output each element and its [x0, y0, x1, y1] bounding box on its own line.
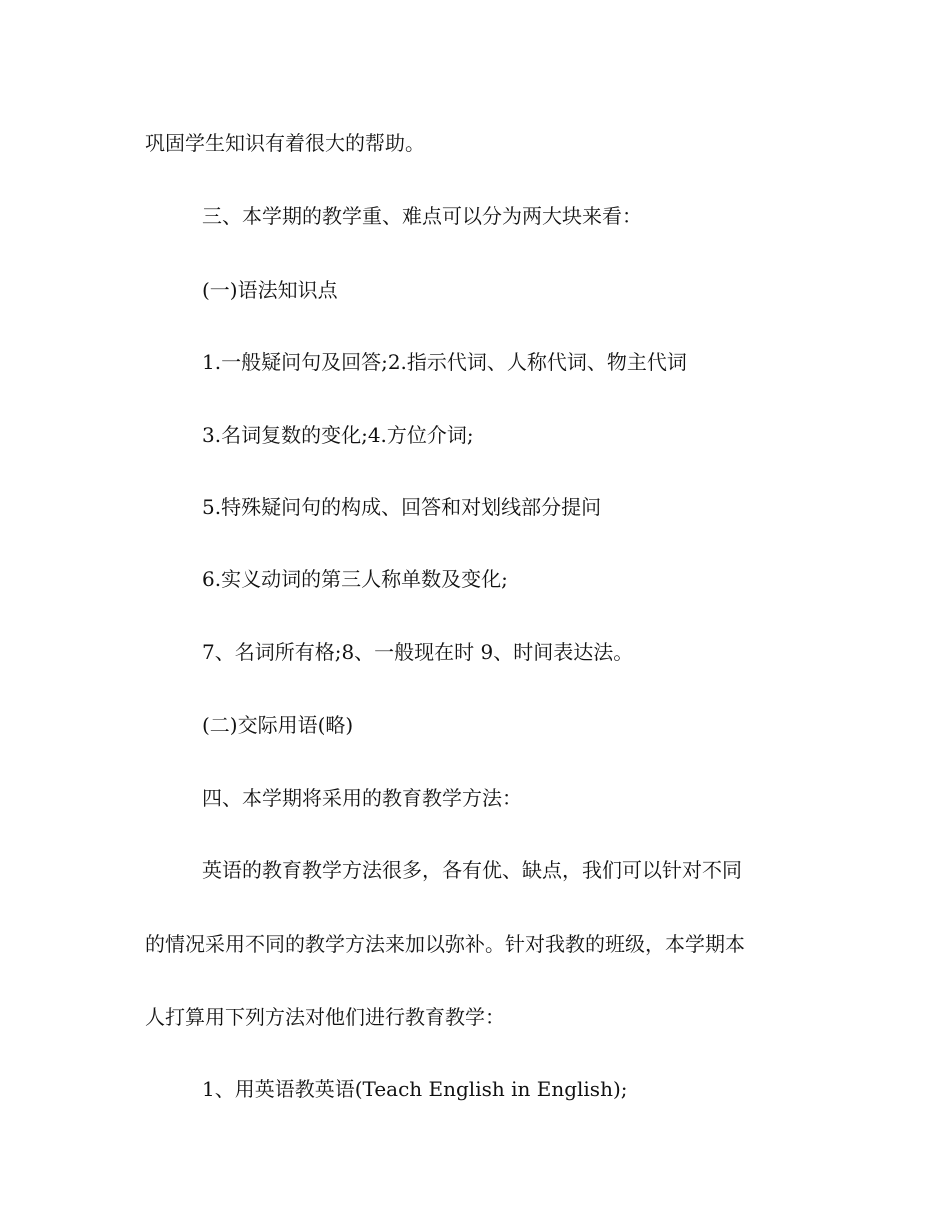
section-heading: 三、本学期的教学重、难点可以分为两大块来看：	[202, 204, 642, 228]
paragraph-line: 巩固学生知识有着很大的帮助。	[145, 131, 425, 155]
list-item: 5.特殊疑问句的构成、回答和对划线部分提问	[202, 495, 602, 519]
list-item: 7、名词所有格;8、一般现在时 9、时间表达法。	[202, 640, 634, 664]
list-item: 6.实义动词的第三人称单数及变化;	[202, 567, 508, 591]
paragraph-line: 的情况采用不同的教学方法来加以弥补。针对我教的班级，本学期本	[145, 932, 745, 956]
list-item: 3.名词复数的变化;4.方位介词;	[202, 423, 474, 447]
subsection-heading: (一)语法知识点	[202, 278, 338, 302]
list-item: 1.一般疑问句及回答;2.指示代词、人称代词、物主代词	[202, 350, 687, 374]
paragraph-line: 人打算用下列方法对他们进行教育教学：	[145, 1005, 505, 1029]
section-heading: 四、本学期将采用的教育教学方法：	[202, 786, 522, 810]
list-item: 1、用英语教英语(Teach English in English);	[202, 1077, 628, 1101]
paragraph-line: 英语的教育教学方法很多，各有优、缺点，我们可以针对不同	[202, 858, 742, 882]
subsection-heading: (二)交际用语(略)	[202, 713, 354, 737]
